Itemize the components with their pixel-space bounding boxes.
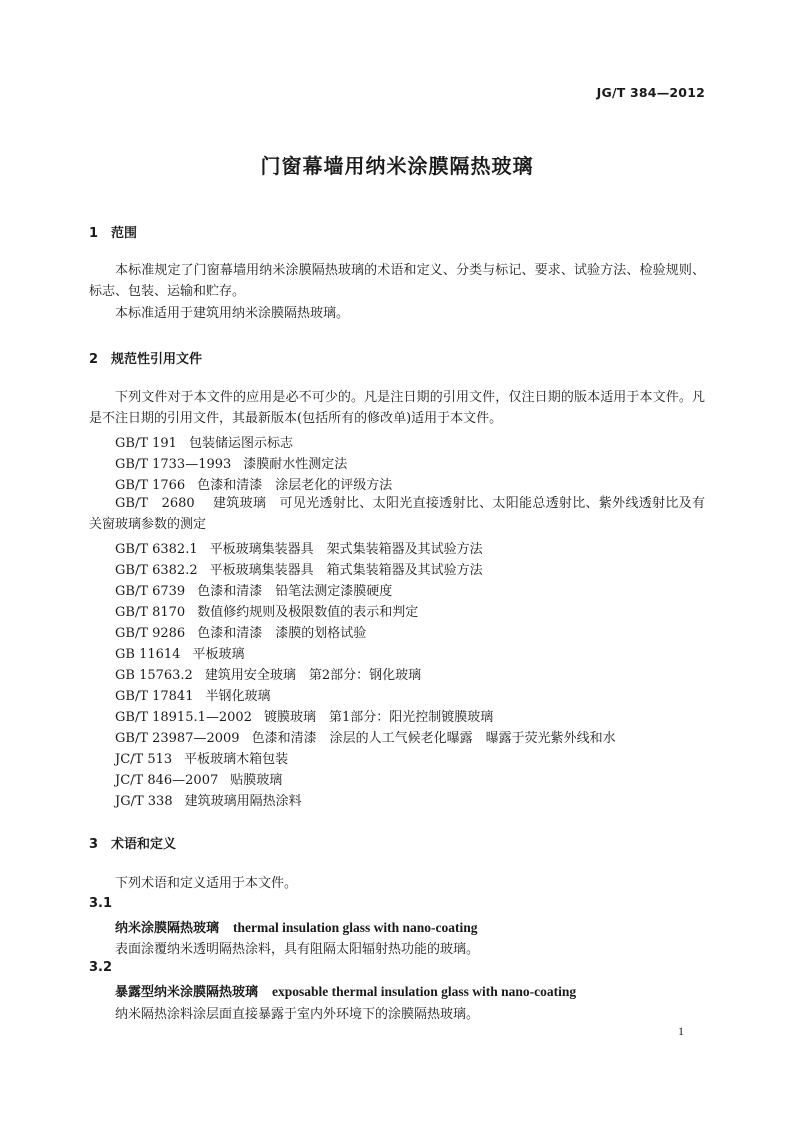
reference-title: 建筑玻璃 可见光透射比、太阳光直接透射比、太阳能总透射比、紫外线透射比及有关窗玻璃参数的测定 xyxy=(89,496,705,532)
reference-code: GB/T 6382.1 xyxy=(115,542,198,557)
reference-title: 数值修约规则及极限数值的表示和判定 xyxy=(197,605,419,620)
term-english: exposable thermal insulation glass with nano-coating xyxy=(272,984,577,999)
reference-item xyxy=(115,432,293,451)
reference-title: 建筑用安全玻璃 第2部分：钢化玻璃 xyxy=(204,668,422,683)
reference-code: GB 15763.2 xyxy=(115,668,193,683)
term-title xyxy=(115,981,576,1000)
reference-code: GB/T 8170 xyxy=(115,605,186,620)
reference-title: 平板玻璃集装器具 箱式集装箱器及其试验方法 xyxy=(209,563,483,578)
section-title: 术语和定义 xyxy=(111,837,177,852)
reference-title: 平板玻璃木箱包装 xyxy=(184,752,289,767)
reference-code: JC/T 846—2007 xyxy=(115,773,219,788)
paragraph: 本标准规定了门窗幕墙用纳米涂膜隔热玻璃的术语和定义、分类与标记、要求、试验方法、检验规则、标志、包装、运输和贮存。 xyxy=(89,263,705,299)
term-title xyxy=(115,917,478,936)
reference-code: GB/T 1766 xyxy=(115,478,186,493)
term-number: 3.1 xyxy=(89,896,113,911)
section-number: 1 xyxy=(89,226,99,241)
section-number: 3 xyxy=(89,837,99,852)
reference-item xyxy=(115,769,282,788)
reference-code: GB 11614 xyxy=(115,647,181,662)
reference-title: 半钢化玻璃 xyxy=(205,689,271,704)
reference-code: JC/T 513 xyxy=(115,752,173,767)
reference-item xyxy=(115,706,493,725)
paragraph: 下列术语和定义适用于本文件。 xyxy=(115,876,298,891)
reference-title: 色漆和清漆 铅笔法测定漆膜硬度 xyxy=(197,584,393,599)
reference-code: GB/T 23987—2009 xyxy=(115,731,240,746)
reference-code: GB/T 1733—1993 xyxy=(115,457,232,472)
reference-code: GB/T 18915.1—2002 xyxy=(115,710,252,725)
reference-title: 平板玻璃集装器具 架式集装箱器及其试验方法 xyxy=(209,542,483,557)
reference-item xyxy=(115,559,483,578)
reference-title: 色漆和清漆 涂层老化的评级方法 xyxy=(197,478,393,493)
term-definition: 纳米隔热涂料涂层面直接暴露于室内外环境下的涂膜隔热玻璃。 xyxy=(115,1007,480,1022)
term-number: 3.2 xyxy=(89,960,113,975)
reference-code: GB/T 6739 xyxy=(115,584,186,599)
paragraph: 本标准适用于建筑用纳米涂膜隔热玻璃。 xyxy=(115,306,350,321)
term-definition: 表面涂覆纳米透明隔热涂料，具有阻隔太阳辐射热功能的玻璃。 xyxy=(115,942,480,957)
reference-item xyxy=(115,727,616,746)
reference-item xyxy=(115,685,271,704)
reference-code: GB/T 9286 xyxy=(115,626,186,641)
reference-title: 色漆和清漆 涂层的人工气候老化曝露 曝露于荧光紫外线和水 xyxy=(251,731,616,746)
reference-title: 贴膜玻璃 xyxy=(230,773,283,788)
reference-code: GB/T 6382.2 xyxy=(115,563,198,578)
section-heading xyxy=(89,833,176,852)
reference-title: 平板玻璃 xyxy=(192,647,245,662)
reference-title: 镀膜玻璃 第1部分：阳光控制镀膜玻璃 xyxy=(263,710,494,725)
document-title: 门窗幕墙用纳米涂膜隔热玻璃 xyxy=(260,154,534,178)
reference-item xyxy=(115,580,392,599)
reference-item xyxy=(115,453,347,472)
reference-code: GB/T 2680 xyxy=(115,496,195,511)
section-title: 范围 xyxy=(111,226,138,241)
section-heading xyxy=(89,348,202,367)
reference-title: 漆膜耐水性测定法 xyxy=(243,457,348,472)
page-number: 1 xyxy=(678,1024,684,1038)
reference-item xyxy=(115,664,421,683)
reference-item xyxy=(115,622,366,641)
reference-item xyxy=(115,748,288,767)
term-chinese: 暴露型纳米涂膜隔热玻璃 xyxy=(115,985,259,1000)
section-number: 2 xyxy=(89,352,99,367)
reference-code: GB/T 191 xyxy=(115,436,177,451)
reference-code: GB/T 17841 xyxy=(115,689,194,704)
reference-item xyxy=(89,493,705,535)
reference-item xyxy=(115,601,418,620)
reference-item xyxy=(115,643,244,662)
standard-code: JG/T 384—2012 xyxy=(596,85,705,100)
reference-title: 色漆和清漆 漆膜的划格试验 xyxy=(197,626,367,641)
section-heading xyxy=(89,222,137,241)
reference-item xyxy=(115,538,483,557)
reference-code: JG/T 338 xyxy=(115,794,173,809)
reference-item xyxy=(115,474,392,493)
reference-title: 包装储运图示标志 xyxy=(188,436,293,451)
paragraph: 下列文件对于本文件的应用是必不可少的。凡是注日期的引用文件，仅注日期的版本适用于本文件。凡是不注日期的引用文件，其最新版本(包括所有的修改单)适用于本文件。 xyxy=(89,390,705,426)
term-english: thermal insulation glass with nano-coating xyxy=(233,920,478,935)
term-chinese: 纳米涂膜隔热玻璃 xyxy=(115,921,220,936)
reference-title: 建筑玻璃用隔热涂料 xyxy=(184,794,302,809)
section-title: 规范性引用文件 xyxy=(111,352,203,367)
reference-item xyxy=(115,790,302,809)
